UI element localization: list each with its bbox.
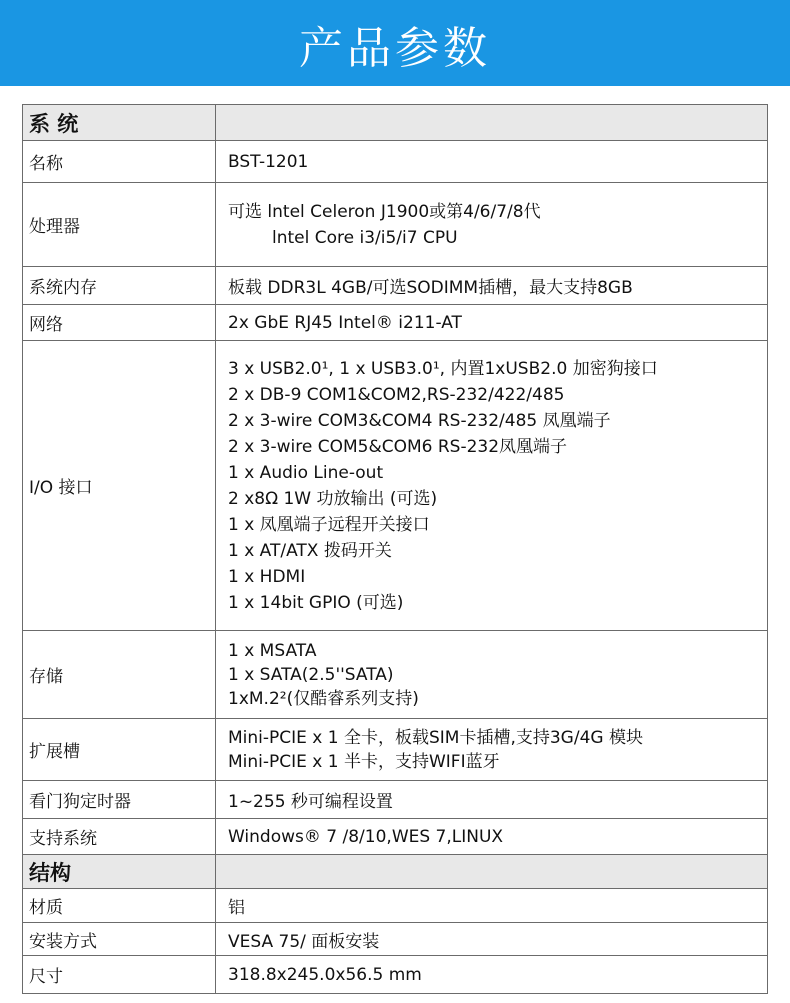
value-line: Windows® 7 /8/10,WES 7,LINUX (228, 826, 504, 847)
row-label: 尺寸 (23, 956, 216, 994)
row-label: I/O 接口 (23, 341, 216, 631)
value-line: Mini-PCIE x 1 全卡，板载SIM卡插槽,支持3G/4G 模块 (228, 727, 643, 748)
value-line: 铝 (228, 898, 245, 918)
value-line: 1~255 秒可编程设置 (228, 792, 393, 812)
table-row (23, 956, 768, 994)
row-label: 系统内存 (23, 267, 216, 305)
row-label: 材质 (23, 889, 216, 923)
row-label: 看门狗定时器 (23, 781, 216, 819)
table-row (23, 889, 768, 923)
value-line: 1xM.2²(仅酷睿系列支持) (228, 688, 419, 709)
row-value (216, 141, 768, 183)
table-row (23, 819, 768, 855)
value-line: VESA 75/ 面板安装 (228, 931, 380, 952)
value-line: Mini-PCIE x 1 半卡，支持WIFI蓝牙 (228, 751, 500, 772)
value-line: 1 x 凤凰端子远程开关接口 (228, 514, 430, 535)
page-title: 产品参数 (299, 23, 491, 74)
table-row (23, 781, 768, 819)
row-value (216, 719, 768, 781)
row-label: 支持系统 (23, 819, 216, 855)
value-line: 1 x MSATA (228, 640, 317, 661)
row-label: 名称 (23, 141, 216, 183)
table-row (23, 631, 768, 719)
row-label: 处理器 (23, 183, 216, 267)
row-value (216, 341, 768, 631)
table-row (23, 183, 768, 267)
row-value (216, 889, 768, 923)
value-line: 1 x HDMI (228, 566, 306, 587)
value-line: 1 x AT/ATX 拨码开关 (228, 540, 392, 561)
row-value (216, 183, 768, 267)
value-line: 3 x USB2.0¹, 1 x USB3.0¹, 内置1xUSB2.0 加密狗接口 (228, 358, 658, 379)
row-label: 网络 (23, 305, 216, 341)
value-line: 2x GbE RJ45 Intel® i211-AT (228, 312, 462, 333)
spec-table (22, 104, 768, 994)
table-row (23, 341, 768, 631)
value-line: 2 x 3-wire COM3&COM4 RS-232/485 凤凰端子 (228, 410, 611, 431)
row-value (216, 267, 768, 305)
section-title: 结构 (23, 855, 216, 889)
row-value (216, 923, 768, 956)
value-line: 2 x8Ω 1W 功放输出 (可选) (228, 488, 438, 509)
row-value (216, 631, 768, 719)
row-label: 存储 (23, 631, 216, 719)
row-value (216, 956, 768, 994)
value-line: 318.8x245.0x56.5 mm (228, 964, 422, 985)
row-value (216, 781, 768, 819)
value-line: BST-1201 (228, 151, 309, 172)
section-header-system (23, 105, 768, 141)
value-line: 板载 DDR3L 4GB/可选SODIMM插槽，最大支持8GB (228, 278, 633, 298)
row-label: 安装方式 (23, 923, 216, 956)
table-row (23, 141, 768, 183)
section-title: 系 统 (23, 105, 216, 141)
row-value (216, 819, 768, 855)
value-line: 1 x Audio Line-out (228, 462, 384, 483)
section-blank-cell (216, 105, 768, 141)
value-line: lntel Core i3/i5/i7 CPU (272, 227, 458, 248)
table-row (23, 923, 768, 956)
value-line: 2 x DB-9 COM1&COM2,RS-232/422/485 (228, 384, 565, 405)
row-label: 扩展槽 (23, 719, 216, 781)
header-banner (0, 0, 790, 86)
value-line: 可选 lntel Celeron J1900或第4/6/7/8代 (228, 201, 541, 222)
section-blank-cell (216, 855, 768, 889)
section-header-structure (23, 855, 768, 889)
table-row (23, 267, 768, 305)
table-row (23, 305, 768, 341)
table-row (23, 719, 768, 781)
row-value (216, 305, 768, 341)
value-line: 1 x SATA(2.5''SATA) (228, 664, 394, 685)
value-line: 2 x 3-wire COM5&COM6 RS-232凤凰端子 (228, 436, 568, 457)
value-line: 1 x 14bit GPIO (可选) (228, 592, 404, 613)
